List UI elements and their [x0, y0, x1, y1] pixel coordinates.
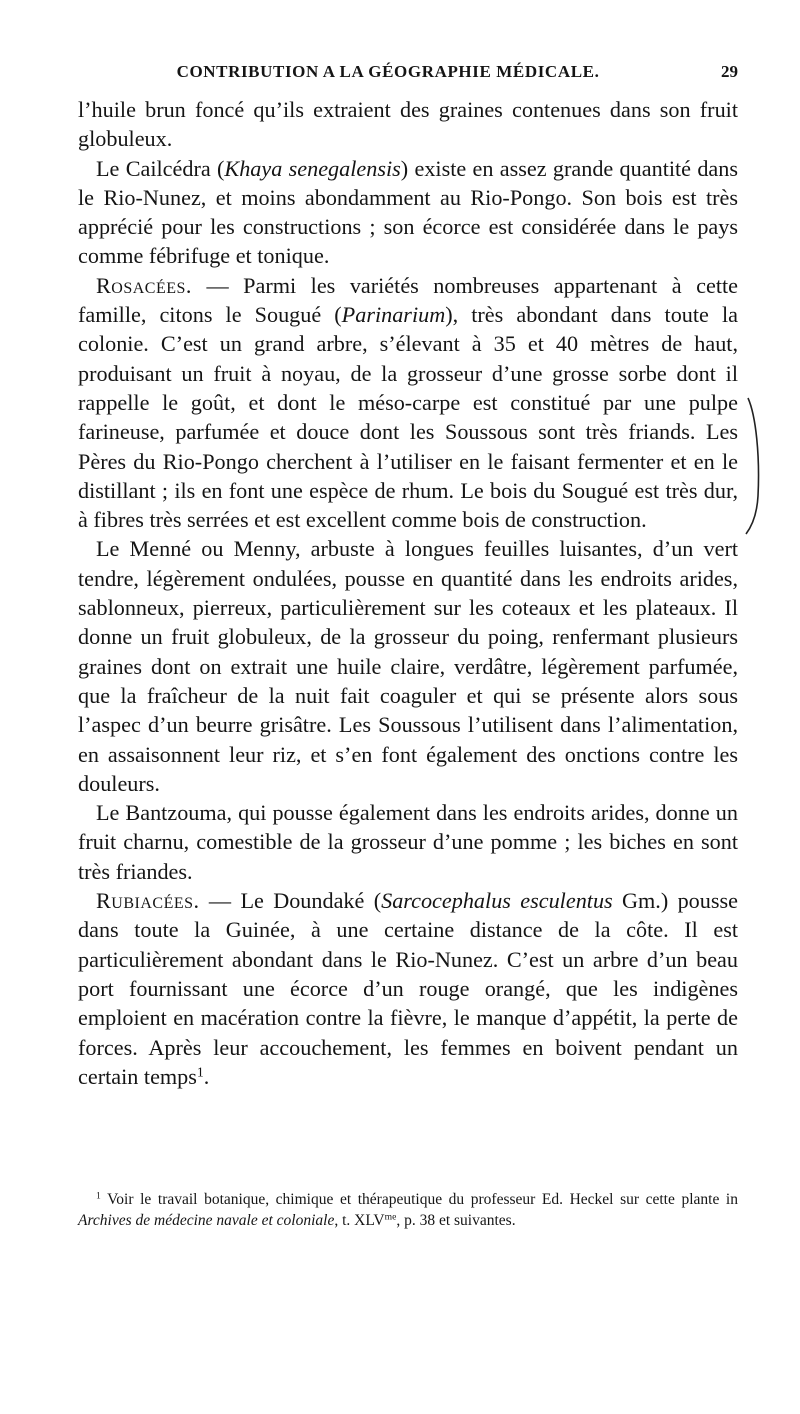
paragraph-bantzouma [78, 798, 738, 886]
italic-text: Parinarium [341, 302, 446, 328]
text-run: . [203, 1063, 210, 1089]
text-run: ) existe en assez grande quantité dans le Rio-Nunez, et moins abondamment au Rio-Pongo. Son bois est très apprécié pour les constructions ; son écorce est considérée dans le pays comme fébrifuge et tonique. [78, 155, 739, 269]
footnote [78, 1190, 738, 1231]
text-run: Le Cailcédra ( [96, 155, 225, 181]
margin-bracket-mark [742, 396, 782, 536]
text-run: — Parmi les variétés nombreuses appartenant à cette famille, citons le Sougué ( [78, 272, 738, 328]
paragraph-menne [78, 534, 738, 798]
section-heading: Rosacées. [96, 272, 192, 298]
superscript: 1 [96, 1190, 101, 1202]
section-heading: Rubiacées. [96, 888, 200, 914]
page-number: 29 [721, 62, 738, 81]
italic-text: Sarcocephalus esculentus [381, 888, 613, 914]
paragraph-rosacees [78, 271, 738, 535]
italic-text: Khaya senegalensis [224, 155, 401, 181]
text-run: Le Bantzouma, qui pousse également dans les endroits arides, donne un fruit charnu, comestible de la grosseur d’une pomme ; les biches en sont très friandes. [78, 800, 738, 884]
text-run: — Le Doundaké ( [199, 888, 382, 914]
text-run: ), très abondant dans toute la colonie. C’est un grand arbre, s’élevant à 35 et 40 mètres de haut, produisant un fruit à noyau, de la grosseur d’une grosse sorbe dont il rappelle le goût, et dont le méso-carpe est constitué par une pulpe farineuse, parfumée et douce dont les Soussous sont très friands. Les Pères du Rio-Pongo cherchent à l’utiliser en le faisant fermenter et en le distillant ; ils en font une espèce de rhum. Le bois du Sougué est très dur, à fibres très serrées et est excellent comme bois de construction. [78, 302, 738, 533]
text-run: Voir le travail botanique, chimique et thérapeutique du professeur Ed. Heckel sur cette plante in [100, 1191, 738, 1208]
italic-text: Archives de médecine navale et coloniale [78, 1211, 335, 1229]
text-run: , p. 38 et suivantes. [396, 1211, 516, 1229]
running-title: CONTRIBUTION A LA GÉOGRAPHIE MÉDICALE. [176, 62, 600, 81]
paragraph-rubiacees [78, 886, 738, 1091]
text-run: Gm.) pousse dans toute la Guinée, à une certaine distance de la côte. Il est particulièrement abondant dans le Rio-Nunez. C’est un arbre d’un beau port fournissant une écorce d’un rouge orangé, que les indigènes emploient en macération contre la fièvre, le manque d’appétit, la perte de forces. Après leur accouchement, les femmes en boivent pendant un certain temps [78, 888, 738, 1089]
text-run: Le Menné ou Menny, arbuste à longues feuilles luisantes, d’un vert tendre, légèrement ondulées, pousse en quantité dans les endroits arides, sablonneux, pierreux, particulièrement sur les coteaux et les plateaux. Il donne un fruit globuleux, de la grosseur du poing, renfermant plusieurs graines dont on extrait une huile claire, verdâtre, légèrement parfumée, que la fraîcheur de la nuit fait coaguler et qui se présente alors sous l’aspec d’un beurre grisâtre. Les Soussous l’utilisent dans l’alimentation, en assaisonnent leur riz, et s’en font également des onctions contre les douleurs. [78, 536, 738, 796]
body-text [78, 95, 738, 1091]
paragraph-continued [78, 95, 738, 154]
superscript: 1 [196, 1064, 204, 1080]
superscript: me [384, 1211, 397, 1223]
footnotes [78, 1190, 738, 1231]
paragraph-cailcedra [78, 154, 738, 271]
text-run: , t. XLV [334, 1211, 385, 1229]
text-run: l’huile brun foncé qu’ils extraient des graines contenues dans son fruit globuleux. [78, 97, 738, 152]
page-header [78, 62, 738, 86]
